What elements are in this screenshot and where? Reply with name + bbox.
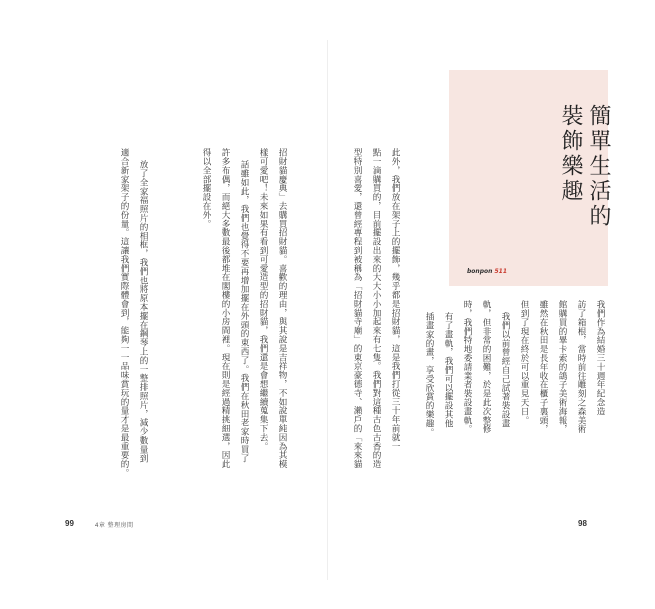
chapter-label: 4章 整理房間 xyxy=(95,523,134,529)
page-number-right: 98 xyxy=(578,519,587,528)
right-text-column: 型特別喜愛，還曾經專程到被稱為「招財貓寺廟」的東京豪德寺、瀨戶的「來來貓 xyxy=(352,148,362,469)
right-text-column: 訪了箱根，當時前往雕刻之森美術 xyxy=(576,300,586,434)
right-text-column: 雖然在秋田是長年收在櫃子裏頭， xyxy=(538,300,548,434)
left-text-column: 樣可愛吧！未來如果有看到可愛造型的招財貓，我們還是會想繼續蒐集下去。 xyxy=(258,148,268,451)
title-line-1: 簡單生活的 xyxy=(586,104,611,229)
right-text-column: 時，我們特地委請業者裝設畫軌。 xyxy=(462,300,472,434)
right-text-column: 點一滴購買的，目前擺設出來的大大小小加起來有七隻。我們對這種古色古香的造 xyxy=(371,148,381,469)
right-text-column: 軌，但非常的困難，於是此次整修 xyxy=(481,300,491,434)
left-text-column: 話雖如此，我們也覺得不要再增加擺在外頭的東西了。我們在秋田老家時買了 xyxy=(239,160,249,463)
right-text-column: 有了畫軌，我們可以擺設其他 xyxy=(443,312,453,428)
title-line-2: 裝飾樂趣 xyxy=(558,104,583,204)
right-text-column: 插畫家的畫，享受欣賞的樂趣。 xyxy=(424,312,434,437)
right-text-column: 我們以前曾經自己試著裝設畫 xyxy=(500,312,510,428)
right-text-column: 館購買的畢卡索的鴿子美術海報， xyxy=(557,300,567,434)
left-text-column: 適合新家架子的份量。這讓我們實際體會到，能夠一一品味賞玩的量才是最重要的。 xyxy=(119,148,129,478)
right-text-column: 我們作為結婚三十週年紀念造 xyxy=(595,300,605,416)
left-text-column: 許多布偶，而絕大多數最後都堆在閣樓的小房間裡。現在則是經過精挑細選，因此 xyxy=(220,148,230,469)
right-text-column: 但到了現在終於可以重見天日。 xyxy=(519,300,529,425)
left-text-column: 招財貓慶典」去購買招財貓。喜歡的理由，與其說是吉祥物，不如說單純因為其模 xyxy=(277,148,287,469)
brand-logo: bonpon 511 xyxy=(467,268,508,275)
page-number-left: 99 xyxy=(65,519,74,528)
right-text-column: 此外，我們放在架子上的擺飾，幾乎都是招財貓，這是我們打從三十年前就一 xyxy=(390,148,400,451)
left-text-column: 放了全家福照片的相框，我們也將原本擺在鋼琴上的一整排照片，減少數量到 xyxy=(138,160,148,463)
page-gutter xyxy=(327,40,328,580)
left-text-column: 得以全部擺設在外。 xyxy=(201,148,211,229)
